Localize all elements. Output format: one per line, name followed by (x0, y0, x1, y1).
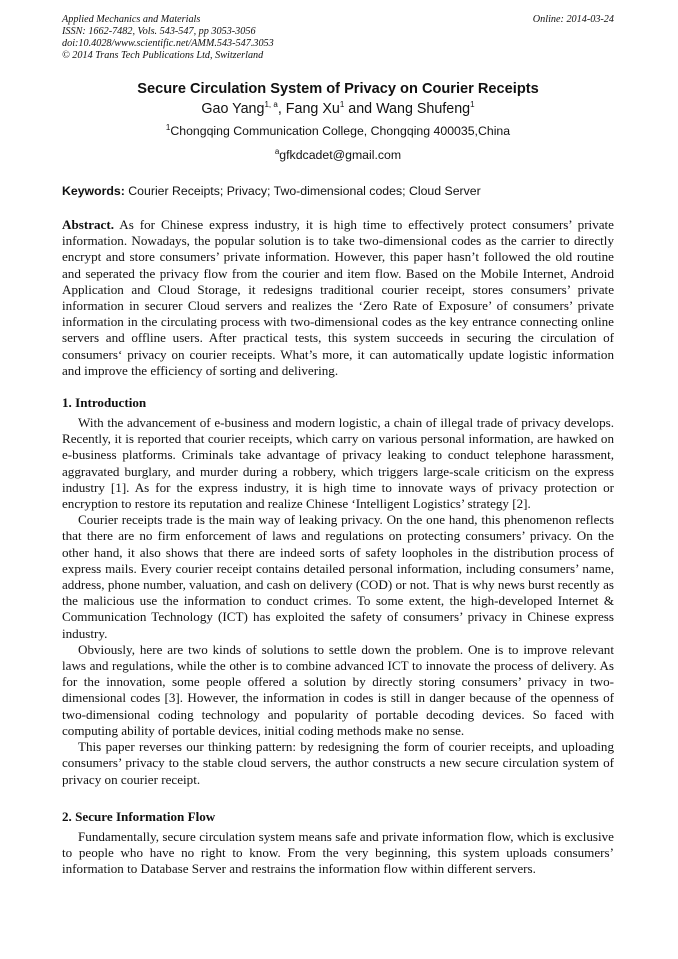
email-address[interactable]: gfkdcadet@gmail.com (279, 148, 402, 162)
author-email (62, 147, 614, 163)
author-name: Wang Shufeng (376, 101, 471, 117)
journal-header (62, 14, 614, 62)
journal-name: Applied Mechanics and Materials (62, 14, 201, 25)
author-affiliation-mark: 1 (339, 100, 345, 110)
body-paragraph: Obviously, here are two kinds of solutions to settle down the problem. One is to improve relevant laws and regulations, while the other is to combine advanced ICT to innovate the process of delivery. As for the innovation, some people offered a solution by directly storing consumers’ privacy in two-dimensional codes [3]. However, the information in codes is still in danger because of the openness of two-dimensional coding technology and popularity of portable decoding devices. So faced with computing ability of portable devices, initial coding methods make no sense. (62, 641, 614, 738)
author-affiliation-mark: 1 (470, 100, 475, 110)
abstract-text: As for Chinese express industry, it is high time to effectively protect consumers’ private information. Nowadays, the popular solution is to take two-dimensional codes as the carrier to directly encrypt and store consumers’ private information. However, this paper hasn’t followed the old routine and seperated the privacy flow from the courier and item flow. Based on the Mobile Internet, Android Application and Cloud Storage, it redesigns traditional courier receipt, stores consumers’ private information in securer Cloud servers and realizes the ‘Zero Rate of Exposure’ of consumers’ private information in the circulating process with two-dimensional codes as the key entrance connecting online servers and offline users. After practical tests, this system succeeds in securing the circulation of consumers‘ privacy on courier receipts. What’s more, it can automatically update logistic information and improve the efficiency of sorting and delivering. (62, 217, 614, 378)
paper-title: Secure Circulation System of Privacy on Courier Receipts (137, 81, 539, 97)
copyright-line: © 2014 Trans Tech Publications Ltd, Switzerland (62, 50, 264, 61)
section-heading: 1. Introduction (62, 395, 147, 411)
author-separator: , (277, 101, 286, 117)
body-paragraph: Fundamentally, secure circulation system means safe and private information flow, which is exclusive to people who have no right to know. From the very beginning, this system uploads consumers’ information to Database Server and restrains the information flow within different servers. (62, 828, 614, 877)
email-mark: a (274, 146, 280, 156)
issn-line: ISSN: 1662-7482, Vols. 543-547, pp 3053-3056 (62, 26, 256, 37)
abstract (62, 217, 614, 379)
paper-page (62, 14, 614, 877)
keywords-label: Keywords: (62, 184, 125, 198)
author-list (62, 99, 614, 119)
abstract-label: Abstract. (62, 217, 114, 232)
body-paragraph: This paper reverses our thinking pattern: by redesigning the form of courier receipts, and uploading consumers’ privacy to the stable cloud servers, the author constructs a new secure circulation system of privacy on courier receipt. (62, 739, 614, 787)
affiliation-mark: 1 (165, 122, 171, 132)
affiliation-text: Chongqing Communication College, Chongqing 400035,China (170, 124, 511, 138)
body-paragraph: Courier receipts trade is the main way of leaking privacy. On the one hand, this phenomenon reflects that there are no firm enforcement of laws and regulations on protecting consumers’ privacy. On the other hand, it also shows that there are indeed sorts of safety loopholes in the distribution process of express mails. Every courier receipt contains detailed personal information, including consumers’ name, address, phone number, valuation, and cash on delivery (COD) or not. That is why news burst recently as the malicious use the information to conduct crimes. To some extent, the high-developed Internet & Communication Technology (ICT) has exploited the safety of consumers’ privacy in Chinese express industry. (62, 512, 614, 641)
author-name: Gao Yang (201, 101, 265, 117)
doi-line[interactable]: doi:10.4028/www.scientific.net/AMM.543-547.3053 (62, 38, 274, 49)
author-separator: and (344, 101, 377, 117)
online-date: Online: 2014-03-24 (532, 14, 614, 25)
author-affiliation-mark: 1, a (264, 100, 278, 110)
body-paragraph: With the advancement of e-business and modern logistic, a chain of illegal trade of privacy develops. Recently, it is reported that courier receipts, which carry on various personal information, are hawked on e-business platforms. Criminals take advantage of privacy leaking to conduct telephone harassment, aggravated burglary, and murder during a robbery, which triggers large-scale criticism on the express industry [1]. As for the express industry, it is high time to innovate ways of privacy protection or encryption to restore its reputation and realize Chinese ‘Intelligent Logistics’ strategy [2]. (62, 415, 614, 512)
section-heading: 2. Secure Information Flow (62, 808, 216, 824)
author-name: Fang Xu (285, 101, 340, 117)
keywords-text: Courier Receipts; Privacy; Two-dimensional codes; Cloud Server (124, 184, 481, 198)
keywords (62, 183, 614, 199)
affiliation (62, 123, 614, 139)
